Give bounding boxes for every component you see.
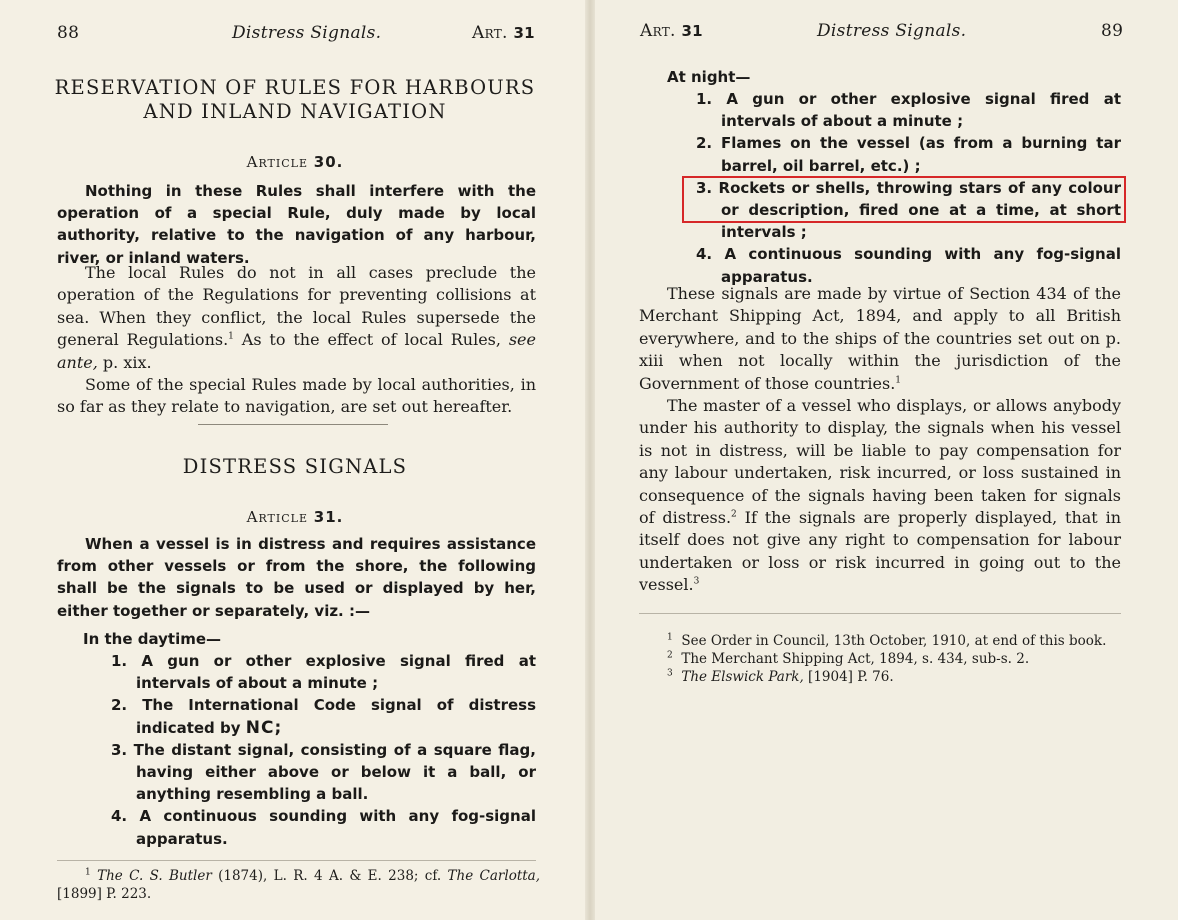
night-item-3-num: 3. bbox=[696, 178, 713, 197]
night-item-1-num: 1. bbox=[696, 90, 713, 108]
article-30-number: 30. bbox=[313, 153, 344, 171]
right-footnote-1-text: See Order in Council, 13th October, 1910, at end of this book. bbox=[681, 633, 1107, 649]
article-31-intro-text: When a vessel is in distress and requires assistance from other vessels or from the shore, the following shall be the signals to be used or displayed by her, either together or separately, viz. :— bbox=[57, 535, 536, 620]
right-footnote-2-text: The Merchant Shipping Act, 1894, s. 434, sub-s. 2. bbox=[681, 651, 1030, 667]
night-item-1 bbox=[669, 88, 1121, 132]
article-31-heading bbox=[40, 506, 550, 528]
right-footnotes bbox=[667, 632, 1122, 686]
day-item-2 bbox=[84, 694, 536, 738]
left-para-1-footnote-ref: 1 bbox=[228, 331, 234, 342]
right-para-2-a: The master of a vessel who displays, or allows anybody under his authority to display, the signals when his vessel is not in distress, will be liable to pay compensation for any labour undertaken, risk incurred, or loss sustained in consequence of the signals having been taken for signals of distress. bbox=[639, 396, 1121, 528]
day-item-2-code: NC bbox=[245, 717, 275, 738]
left-para-1-c: p. xix. bbox=[97, 352, 152, 372]
night-item-2-text: Flames on the vessel (as from a burning tar barrel, oil barrel, etc.) ; bbox=[721, 134, 1121, 175]
day-item-3-text: The distant signal, consisting of a square flag, having either above or below it a ball, or anything resembling a ball. bbox=[133, 740, 536, 804]
left-footnote-case-2: The Carlotta, bbox=[447, 868, 541, 884]
right-para-2 bbox=[639, 395, 1121, 597]
left-commentary bbox=[57, 262, 536, 419]
right-article-header bbox=[640, 20, 703, 42]
article-31-label: Article bbox=[246, 508, 308, 526]
left-footnote-mid: (1874), L. R. 4 A. & E. 238; cf. bbox=[211, 868, 448, 884]
right-para-2-b: If the signals are properly displayed, that in itself does not give any right to compensation for labour undertaken or loss or risk incurred in going out to the vessel. bbox=[639, 508, 1122, 595]
day-item-1-num: 1. bbox=[111, 652, 128, 670]
right-footnote-1 bbox=[667, 632, 1122, 650]
left-para-1-b: As to the effect of local Rules, bbox=[233, 330, 509, 350]
article-31-intro bbox=[57, 533, 536, 622]
night-item-4-text: A continuous sounding with any fog-signal apparatus. bbox=[721, 245, 1121, 286]
left-footnote-case-1: The C. S. Butler bbox=[97, 868, 212, 884]
highlight-box bbox=[682, 176, 1126, 223]
right-footnote-3 bbox=[667, 668, 1122, 686]
right-page-number: 89 bbox=[1101, 21, 1124, 41]
day-item-2-after: ; bbox=[274, 717, 283, 738]
book-gutter bbox=[585, 0, 595, 920]
day-item-4-num: 4. bbox=[111, 807, 128, 826]
day-item-2-num: 2. bbox=[111, 696, 128, 715]
night-item-4-num: 4. bbox=[696, 245, 713, 264]
right-footnote-2 bbox=[667, 650, 1122, 668]
day-item-2-text: The International Code signal of distress indicated by bbox=[136, 696, 537, 737]
night-item-3-text: Rockets or shells, throwing stars of any colour or description, fired one at a time, at short intervals ; bbox=[718, 178, 1121, 242]
right-art-number: 31 bbox=[681, 22, 703, 40]
night-item-4 bbox=[669, 243, 1121, 287]
day-item-4-text: A continuous sounding with any fog-signal apparatus. bbox=[136, 807, 536, 848]
day-item-1 bbox=[84, 650, 536, 694]
right-running-title: Distress Signals. bbox=[817, 21, 967, 41]
right-commentary bbox=[639, 283, 1121, 597]
right-footnote-3-num: 3 bbox=[667, 668, 673, 679]
daytime-list bbox=[84, 650, 536, 850]
left-article-header bbox=[472, 22, 535, 44]
right-para-1-text: These signals are made by virtue of Section 434 of the Merchant Shipping Act, 1894, and apply to all British everywhere, and to the ships of the countries set out on p. xiii when not locally within the jurisdiction of the Government of those countries. bbox=[639, 284, 1121, 393]
article-31-number: 31. bbox=[313, 508, 344, 526]
daytime-label: In the daytime— bbox=[83, 630, 222, 648]
left-para-1-ital: see ante, bbox=[57, 330, 536, 372]
left-art-number: 31 bbox=[513, 24, 535, 42]
article-30-heading bbox=[40, 151, 550, 173]
day-item-3-num: 3. bbox=[111, 740, 128, 759]
left-footnote bbox=[57, 867, 540, 903]
section-divider bbox=[198, 424, 388, 425]
article-30-body: Nothing in these Rules shall interfere with the operation of a special Rule, duly made by local authority, relative to the navigation of any harbour, river, or inland waters. bbox=[57, 182, 536, 267]
left-footnote-1 bbox=[57, 867, 540, 903]
left-para-2: Some of the special Rules made by local authorities, in so far as they relate to navigation, are set out hereafter. bbox=[57, 375, 536, 417]
right-para-2-footnote-ref-2: 3 bbox=[693, 576, 700, 587]
section-title-reservation: RESERVATION OF RULES FOR HARBOURS AND INLAND NAVIGATION bbox=[54, 76, 536, 123]
right-footnote-3-case: The Elswick Park, bbox=[681, 669, 804, 685]
right-footnote-2-num: 2 bbox=[667, 650, 673, 661]
right-para-1 bbox=[639, 283, 1121, 395]
article-30-label: Article bbox=[246, 153, 308, 171]
left-running-title: Distress Signals. bbox=[232, 23, 382, 43]
left-art-label: Art. bbox=[472, 23, 508, 43]
left-page-number: 88 bbox=[57, 23, 80, 43]
article-30-text bbox=[57, 180, 536, 269]
right-para-1-footnote-ref: 1 bbox=[895, 375, 902, 386]
right-footnote-1-num: 1 bbox=[667, 632, 673, 643]
right-para-2-footnote-ref: 2 bbox=[731, 509, 737, 520]
night-item-2 bbox=[669, 132, 1121, 176]
right-art-label: Art. bbox=[640, 21, 676, 41]
night-item-2-num: 2. bbox=[696, 134, 713, 153]
left-para-1-a: The local Rules do not in all cases preclude the operation of the Regulations for preventing collisions at sea. When they conflict, the local Rules supersede the general Regulations. bbox=[57, 263, 536, 350]
night-item-1-text: A gun or other explosive signal fired at intervals of about a minute ; bbox=[721, 90, 1121, 131]
left-para-1 bbox=[57, 262, 536, 374]
day-item-3 bbox=[84, 739, 536, 806]
left-footnote-end: [1899] P. 223. bbox=[57, 886, 152, 902]
night-label: At night— bbox=[667, 68, 751, 86]
left-footnote-num: 1 bbox=[85, 867, 91, 878]
day-item-4 bbox=[84, 805, 536, 849]
right-footnote-3-text: [1904] P. 76. bbox=[803, 669, 894, 685]
right-footnote-rule bbox=[639, 613, 1121, 614]
left-footnote-rule bbox=[57, 860, 536, 861]
section-title-distress: DISTRESS SIGNALS bbox=[182, 455, 408, 478]
day-item-1-text: A gun or other explosive signal fired at intervals of about a minute ; bbox=[136, 652, 536, 693]
